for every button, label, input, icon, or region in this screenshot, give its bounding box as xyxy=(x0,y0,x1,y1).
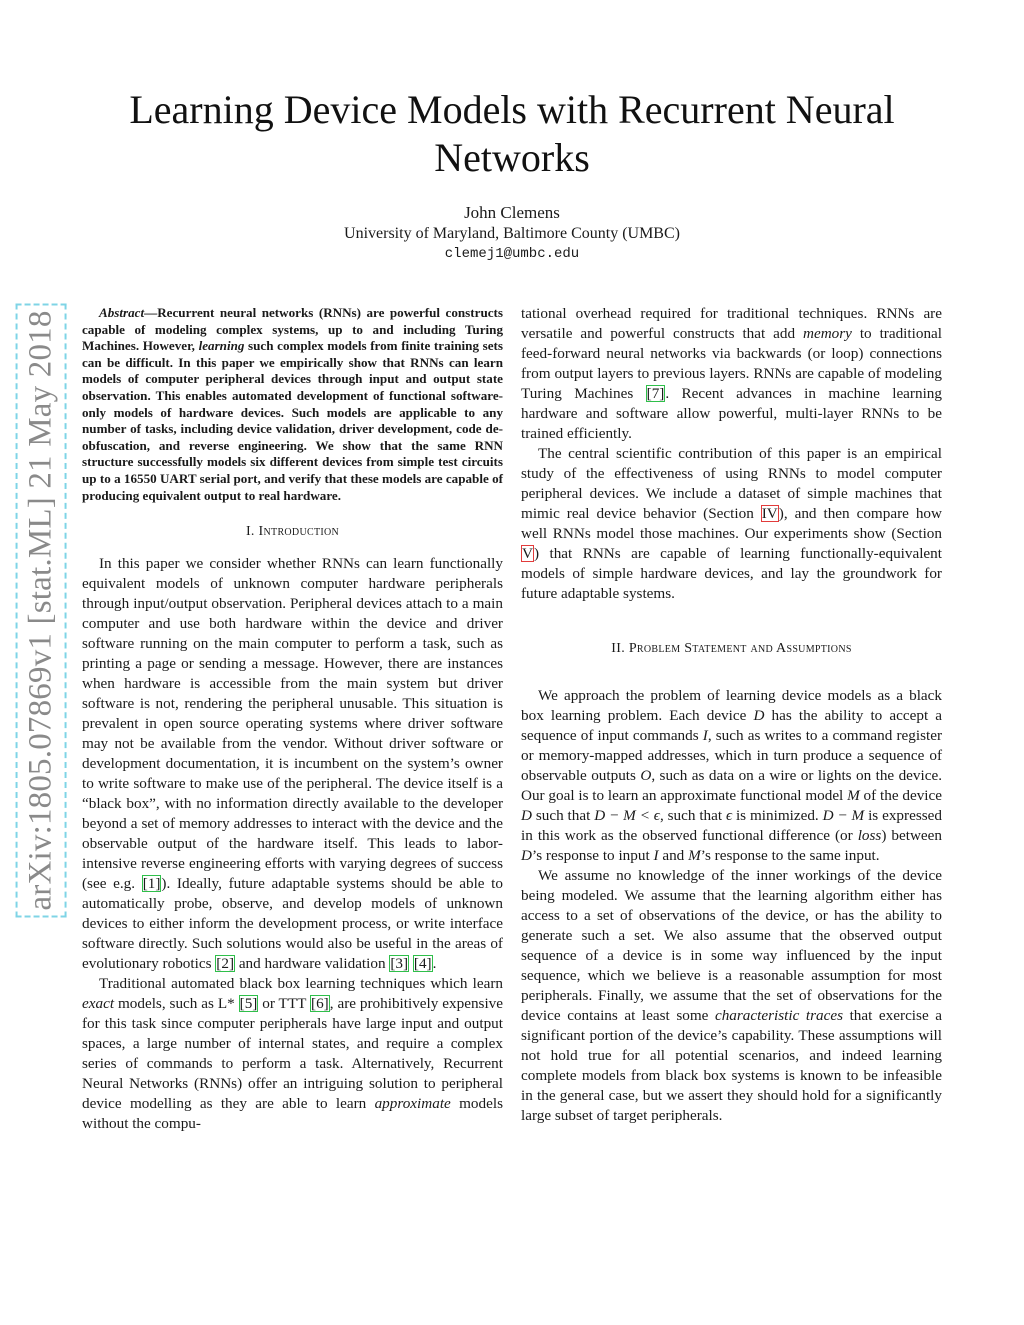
rnn-paragraph: tational overhead required for traditional techniques. RNNs are versatile and powerful constructs that add memory to traditional feed-forward neural networks via backwards (or loop) connections from output layers to previous layers. RNNs are capable of modeling Turing Machines [7]. Recent advances in machine learning hardware and software allow powerful, multi-layer RNNs to be trained efficiently. xyxy=(521,305,942,442)
citation-1[interactable]: [1] xyxy=(142,875,161,893)
title-line-2: Networks xyxy=(434,135,590,180)
citation-3[interactable]: [3] xyxy=(390,955,409,973)
contribution-paragraph: The central scientific contribution of this paper is an empirical study of the effectiveness of using RNNs to model computer peripheral devices. We include a dataset of simple machines that mimic real device behavior (Section IV), and then compare how well RNNs model those machines. Our experiments show (Section V) that RNNs are capable of learning functionally-equivalent models of simple hardware devices, and lay the groundwork for future adaptable systems. xyxy=(521,445,942,602)
author-affiliation: University of Maryland, Baltimore County (UMBC) xyxy=(344,225,680,242)
citation-5[interactable]: [5] xyxy=(239,995,258,1013)
problem-paragraph-2: We assume no knowledge of the inner workings of the device being modeled. We assume that the learning algorithm either has access to a set of observations of the device, or has the ability to generate such a set. We also assume that the observed output sequence of a device is in some way influenced by the input sequence, which we believe is a reasonable assumption for most peripherals. Finally, we assume that the set of observations for the device contains at least some characteristic traces that exercise a significant portion of the device’s capability. These assumptions will not hold true for all potential scenarios, and indeed learning complete models from black box systems is known to be infeasible in the general case, but we assert they should hold for a significantly large subset of target peripherals. xyxy=(521,867,942,1124)
section-ref-iv[interactable]: IV xyxy=(761,505,778,522)
citation-6[interactable]: [6] xyxy=(311,995,329,1013)
right-column xyxy=(521,304,942,1126)
author-name: John Clemens xyxy=(464,203,560,222)
author-email[interactable]: clemej1@umbc.edu xyxy=(444,246,580,262)
abstract-label: Abstract xyxy=(99,305,145,320)
section-heading-problem-statement: II. Problem Statement and Assumptions xyxy=(611,641,852,656)
intro-paragraph-1: In this paper we consider whether RNNs can learn functionally equivalent models of unknown computer hardware peripherals through input/output observation. Peripheral devices attach to a main computer and use both hardware within the device and driver software running on the main computer to perform a task, such as printing a page or sending a message. However, there are instances when hardware is accessible from the main system but driver software is not, rendering the peripheral unusable. This situation is prevalent in open source operating systems where driver software may not be available from the vendor. Without driver software or development documentation, it is incumbent on the system’s owner to write software to make use of the peripheral. The device itself is a “black box”, with no information directly available to the developer beyond a set of memory addresses to interact with the device and the observable output of the hardware itself. This leads to labor-intensive reverse engineering efforts with varying degrees of success (see e.g. [1]). Ideally, future adaptable systems should be able to automatically probe, observe, and develop models of unknown devices to either inform the development process, or write interface software directly. Such solutions would also be useful in the areas of evolutionary robotics [2] and hardware validation [3] [4]. xyxy=(82,555,503,973)
citation-4[interactable]: [4] xyxy=(413,955,432,973)
arxiv-sidebar xyxy=(16,300,66,920)
section-ref-v[interactable]: V xyxy=(522,545,533,562)
arxiv-identifier[interactable]: arXiv:1805.07869v1 [stat.ML] 21 May 2018 xyxy=(22,309,59,911)
intro-paragraph-2: Traditional automated black box learning techniques which learn exact models, such as L* [5] or TTT [6], are prohibitively expensive for this task since computer peripherals have large input and output spaces, a large number of internal states, and require a complex series of commands to perform a task. Alternatively, Recurrent Neural Networks (RNNs) offer an intriguing solution to peripheral device modelling as they are able to learn approximate models without the compu- xyxy=(82,975,504,1133)
paper-title xyxy=(100,86,924,182)
section-heading-introduction: I. Introduction xyxy=(245,524,340,540)
abstract: Abstract—Recurrent neural networks (RNNs) are powerful constructs capable of modeling complex systems, up to and including Turing Machines. However, learning such complex models from finite training sets can be difficult. In this paper we empirically show that RNNs can learn models of computer peripheral devices through input and output state observation. This enables automated development of functional software-only models of hardware devices. Such models are applicable to any number of tasks, including device validation, driver development, code de-obfuscation, and reverse engineering. We show that the same RNN structure successfully models six different devices from simple test circuits up to a 16550 UART serial port, and verify that these models are capable of producing equivalent output to real hardware. xyxy=(82,305,503,503)
citation-7[interactable]: [7] xyxy=(646,385,665,402)
title-line-1: Learning Device Models with Recurrent Neural xyxy=(129,87,895,132)
problem-paragraph-1: We approach the problem of learning device models as a black box learning problem. Each device D has the ability to accept a sequence of input commands I, such as writes to a command register or memory-mapped addresses, which in turn produce a sequence of observable outputs O, such as data on a wire or lights on the device. Our goal is to learn an approximate functional model M of the device D such that D − M < ϵ, such that ϵ is minimized. D − M is expressed in this work as the observed functional difference (or loss) between D’s response to input I and M’s response to the same input. xyxy=(521,687,943,864)
citation-2[interactable]: [2] xyxy=(216,955,235,973)
left-column xyxy=(82,305,503,1134)
